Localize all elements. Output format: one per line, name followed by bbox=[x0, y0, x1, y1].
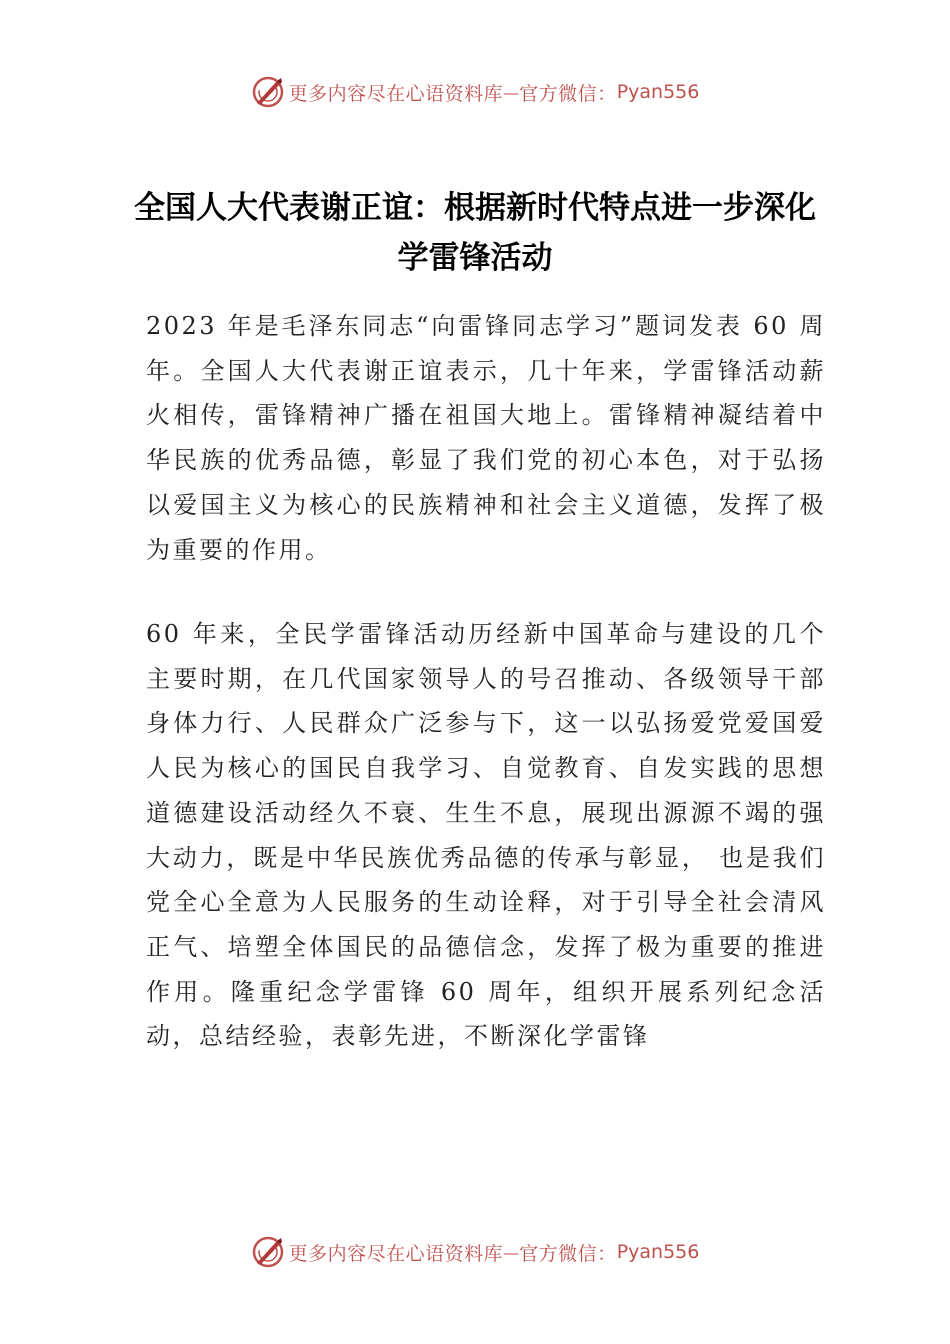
watermark-account: Pyan556 bbox=[616, 1241, 700, 1263]
watermark-separator: — bbox=[503, 82, 520, 102]
watermark-text: 更多内容尽在心语资料库 bbox=[288, 82, 504, 105]
article-title: 全国人大代表谢正谊：根据新时代特点进一步深化学雷锋活动 bbox=[134, 189, 816, 276]
watermark-label: 官方微信： bbox=[519, 82, 617, 105]
watermark-account: Pyan556 bbox=[616, 81, 700, 103]
paragraph-1: 2023 年是毛泽东同志“向雷锋同志学习”题词发表 60 周年。全国人大代表谢正谊表示，几十年来，学雷锋活动薪火相传，雷锋精神广播在祖国大地上。雷锋精神凝结着中华民族的优秀品德，彰显了我们党的初心本色，对于弘扬以爱国主义为核心的民族精神和社会主义道德，发挥了极为重要的作用。 bbox=[146, 312, 826, 564]
paragraph-2: 60 年来，全民学雷锋活动历经新中国革命与建设的几个主要时期，在几代国家领导人的号召推动、各级领导干部身体力行、人民群众广泛参与下，这一以弘扬爱党爱国爱人民为核心的国民自我学习、自觉教育、自发实践的思想道德建设活动经久不衰、生生不息，展现出源源不竭的强大动力，既是中华民族优秀品德的传承与彰显， 也是我们党全心全意为人民服务的生动诠释，对于引导全社会清风正气、培塑全体国民的品德信念，发挥了极为重要的推进作用。隆重纪念学雷锋 60 周年，组织开展系列纪念活动，总结经验，表彰先进，不断深化学雷锋 bbox=[146, 620, 826, 1051]
footer-watermark bbox=[0, 1232, 950, 1272]
watermark-separator: — bbox=[503, 1242, 520, 1262]
pen-logo-icon bbox=[251, 75, 285, 109]
pen-logo-icon bbox=[251, 1235, 285, 1269]
header-watermark bbox=[0, 72, 950, 112]
watermark-label: 官方微信： bbox=[519, 1242, 617, 1265]
watermark-text: 更多内容尽在心语资料库 bbox=[288, 1242, 504, 1265]
